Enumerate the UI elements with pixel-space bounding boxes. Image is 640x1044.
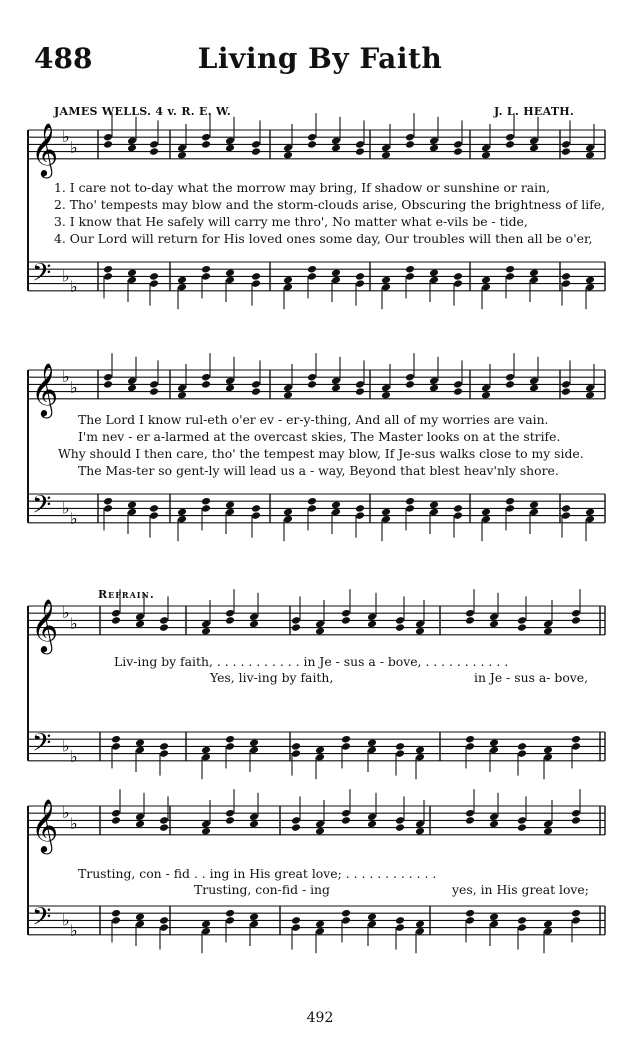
note-head	[249, 738, 259, 747]
note-head	[405, 380, 415, 389]
note-head	[571, 616, 581, 625]
note-head	[225, 384, 235, 393]
flat-icon: ♭	[70, 921, 78, 941]
note-head	[201, 920, 211, 929]
note-head	[149, 504, 159, 513]
note-head	[103, 140, 113, 149]
verse-line: The Mas-ter so gent-ly will lead us a - way, Beyond that blest heav'nly shore.	[78, 463, 559, 478]
note-head	[529, 384, 539, 393]
note-head	[315, 627, 325, 636]
words-credit: JAMES WELLS. 4 v. R. E. W.	[54, 105, 232, 118]
note-head	[489, 738, 499, 747]
flat-icon: ♭	[62, 603, 70, 623]
note-head	[529, 500, 539, 509]
note-head	[529, 268, 539, 277]
note-head	[331, 384, 341, 393]
note-head	[415, 746, 425, 755]
refrain-lyric: in Je - sus a- bove,	[474, 670, 589, 685]
note-head	[395, 742, 405, 751]
note-head	[381, 391, 391, 400]
note-head	[331, 144, 341, 153]
treble-clef-icon: 𝄞	[31, 361, 59, 416]
note-head	[111, 816, 121, 825]
note-head	[585, 151, 595, 160]
verse-line: 2. Tho' tempests may blow and the storm-clouds arise, Obscuring the brightness of life,	[54, 197, 606, 212]
note-head	[561, 272, 571, 281]
note-head	[251, 387, 261, 396]
note-head	[135, 820, 145, 829]
note-head	[585, 508, 595, 517]
note-head	[201, 497, 211, 506]
note-head	[465, 816, 475, 825]
note-head	[355, 272, 365, 281]
note-head	[135, 620, 145, 629]
note-head	[367, 820, 377, 829]
note-head	[249, 912, 259, 921]
note-head	[481, 391, 491, 400]
note-head	[367, 620, 377, 629]
note-head	[395, 823, 405, 832]
treble-clef-icon: 𝄞	[31, 797, 59, 852]
note-head	[481, 151, 491, 160]
bass-clef-icon: 𝄢	[32, 258, 52, 294]
note-head	[149, 387, 159, 396]
note-head	[489, 820, 499, 829]
note-head	[453, 387, 463, 396]
note-head	[201, 746, 211, 755]
note-head	[367, 738, 377, 747]
note-head	[291, 742, 301, 751]
note-head	[249, 620, 259, 629]
refrain-lyric: Trusting, con-fid - ing	[194, 882, 330, 897]
page-number: 492	[306, 1010, 334, 1026]
verse-line: 3. I know that He safely will carry me thro', No matter what e-vils be - tide,	[54, 214, 528, 229]
note-head	[465, 616, 475, 625]
flat-icon: ♭	[62, 803, 70, 823]
note-head	[355, 387, 365, 396]
flat-icon: ♭	[70, 277, 78, 297]
note-head	[177, 151, 187, 160]
note-head	[571, 735, 581, 744]
note-head	[571, 816, 581, 825]
note-head	[251, 272, 261, 281]
note-head	[225, 500, 235, 509]
note-head	[251, 504, 261, 513]
note-head	[127, 500, 137, 509]
note-head	[201, 140, 211, 149]
flat-icon: ♭	[70, 378, 78, 397]
note-head	[291, 916, 301, 925]
bass-clef-icon: 𝄢	[32, 728, 52, 764]
note-head	[429, 268, 439, 277]
note-head	[111, 909, 121, 918]
note-head	[307, 265, 317, 274]
refrain-label: Refrain.	[98, 588, 155, 601]
note-head	[127, 384, 137, 393]
flat-icon: ♭	[70, 138, 78, 157]
note-head	[307, 380, 317, 389]
note-head	[283, 151, 293, 160]
note-head	[481, 276, 491, 285]
note-head	[159, 623, 169, 632]
bass-clef-icon: 𝄢	[32, 902, 52, 938]
flat-icon: ♭	[62, 736, 70, 756]
note-head	[201, 827, 211, 836]
note-head	[571, 909, 581, 918]
note-head	[517, 823, 527, 832]
note-head	[517, 623, 527, 632]
note-head	[177, 391, 187, 400]
note-head	[103, 265, 113, 274]
note-head	[149, 272, 159, 281]
note-head	[341, 735, 351, 744]
note-head	[315, 746, 325, 755]
note-head	[489, 620, 499, 629]
note-head	[159, 823, 169, 832]
refrain-lyric: Yes, liv-ing by faith,	[210, 670, 334, 685]
note-head	[315, 920, 325, 929]
note-head	[505, 140, 515, 149]
note-head	[103, 380, 113, 389]
note-head	[127, 144, 137, 153]
note-head	[341, 909, 351, 918]
note-head	[251, 147, 261, 156]
note-head	[111, 616, 121, 625]
note-head	[103, 497, 113, 506]
note-head	[201, 627, 211, 636]
note-head	[395, 916, 405, 925]
note-head	[291, 623, 301, 632]
verse-line: 4. Our Lord will return for His loved ones some day, Our troubles will then all be o'er,	[54, 231, 593, 246]
note-head	[283, 508, 293, 517]
note-head	[201, 265, 211, 274]
note-head	[453, 147, 463, 156]
note-head	[283, 276, 293, 285]
note-head	[505, 380, 515, 389]
note-head	[529, 144, 539, 153]
note-head	[135, 738, 145, 747]
note-head	[331, 500, 341, 509]
note-head	[505, 265, 515, 274]
note-head	[453, 272, 463, 281]
note-head	[177, 508, 187, 517]
note-head	[561, 147, 571, 156]
refrain-lyric: Trusting, con - fid . . ing in His great love; . . . . . . . . . . . .	[78, 866, 437, 881]
hymn-title: Living By Faith	[197, 42, 443, 75]
note-head	[561, 387, 571, 396]
note-head	[111, 735, 121, 744]
flat-icon: ♭	[62, 910, 70, 930]
note-head	[149, 147, 159, 156]
flat-icon: ♭	[62, 127, 70, 147]
note-head	[415, 920, 425, 929]
note-head	[517, 916, 527, 925]
note-head	[225, 909, 235, 918]
note-head	[291, 823, 301, 832]
note-head	[543, 920, 553, 929]
note-head	[307, 497, 317, 506]
note-head	[465, 735, 475, 744]
flat-icon: ♭	[62, 498, 70, 518]
flat-icon: ♭	[62, 367, 70, 387]
note-head	[315, 827, 325, 836]
note-head	[405, 140, 415, 149]
note-head	[543, 746, 553, 755]
note-head	[341, 616, 351, 625]
verse-line: Why should I then care, tho' the tempest may blow, If Je-sus walks close to my side.	[58, 446, 584, 461]
note-head	[585, 276, 595, 285]
note-head	[465, 909, 475, 918]
note-head	[429, 500, 439, 509]
flat-icon: ♭	[70, 614, 78, 633]
note-head	[225, 816, 235, 825]
note-head	[481, 508, 491, 517]
note-head	[225, 144, 235, 153]
note-head	[543, 627, 553, 636]
note-head	[307, 140, 317, 149]
note-head	[341, 816, 351, 825]
note-head	[381, 508, 391, 517]
note-head	[367, 912, 377, 921]
flat-icon: ♭	[62, 266, 70, 286]
flat-icon: ♭	[70, 814, 78, 833]
hymn-number: 488	[34, 42, 93, 75]
flat-icon: ♭	[70, 747, 78, 767]
note-head	[159, 916, 169, 925]
note-head	[505, 497, 515, 506]
note-head	[225, 268, 235, 277]
verse-line: 1. I care not to-day what the morrow may bring, If shadow or sunshine or rain,	[54, 180, 551, 195]
note-head	[561, 504, 571, 513]
refrain-lyric: yes, in His great love;	[452, 882, 589, 897]
note-head	[429, 144, 439, 153]
bass-clef-icon: 𝄢	[32, 490, 52, 526]
note-head	[127, 268, 137, 277]
note-head	[225, 735, 235, 744]
verse-line: I'm nev - er a-larmed at the overcast skies, The Master looks on at the strife.	[78, 429, 561, 444]
note-head	[415, 627, 425, 636]
note-head	[283, 391, 293, 400]
flat-icon: ♭	[70, 509, 78, 529]
note-head	[429, 384, 439, 393]
note-head	[405, 265, 415, 274]
note-head	[381, 276, 391, 285]
note-head	[415, 827, 425, 836]
note-head	[543, 827, 553, 836]
note-head	[355, 147, 365, 156]
note-head	[395, 623, 405, 632]
note-head	[355, 504, 365, 513]
treble-clef-icon: 𝄞	[31, 597, 59, 652]
note-head	[249, 820, 259, 829]
note-head	[381, 151, 391, 160]
note-head	[201, 380, 211, 389]
note-head	[225, 616, 235, 625]
note-head	[585, 391, 595, 400]
treble-clef-icon: 𝄞	[31, 121, 59, 176]
refrain-lyric: Liv-ing by faith, . . . . . . . . . . . in Je - sus a - bove, . . . . . . . . . . .	[114, 654, 509, 669]
note-head	[159, 742, 169, 751]
verse-line: The Lord I know rul-eth o'er ev - er-y-thing, And all of my worries are vain.	[78, 412, 549, 427]
note-head	[405, 497, 415, 506]
note-head	[453, 504, 463, 513]
music-credit: J. L. HEATH.	[494, 105, 575, 118]
note-head	[489, 912, 499, 921]
note-head	[331, 268, 341, 277]
note-head	[177, 276, 187, 285]
note-head	[135, 912, 145, 921]
note-head	[517, 742, 527, 751]
